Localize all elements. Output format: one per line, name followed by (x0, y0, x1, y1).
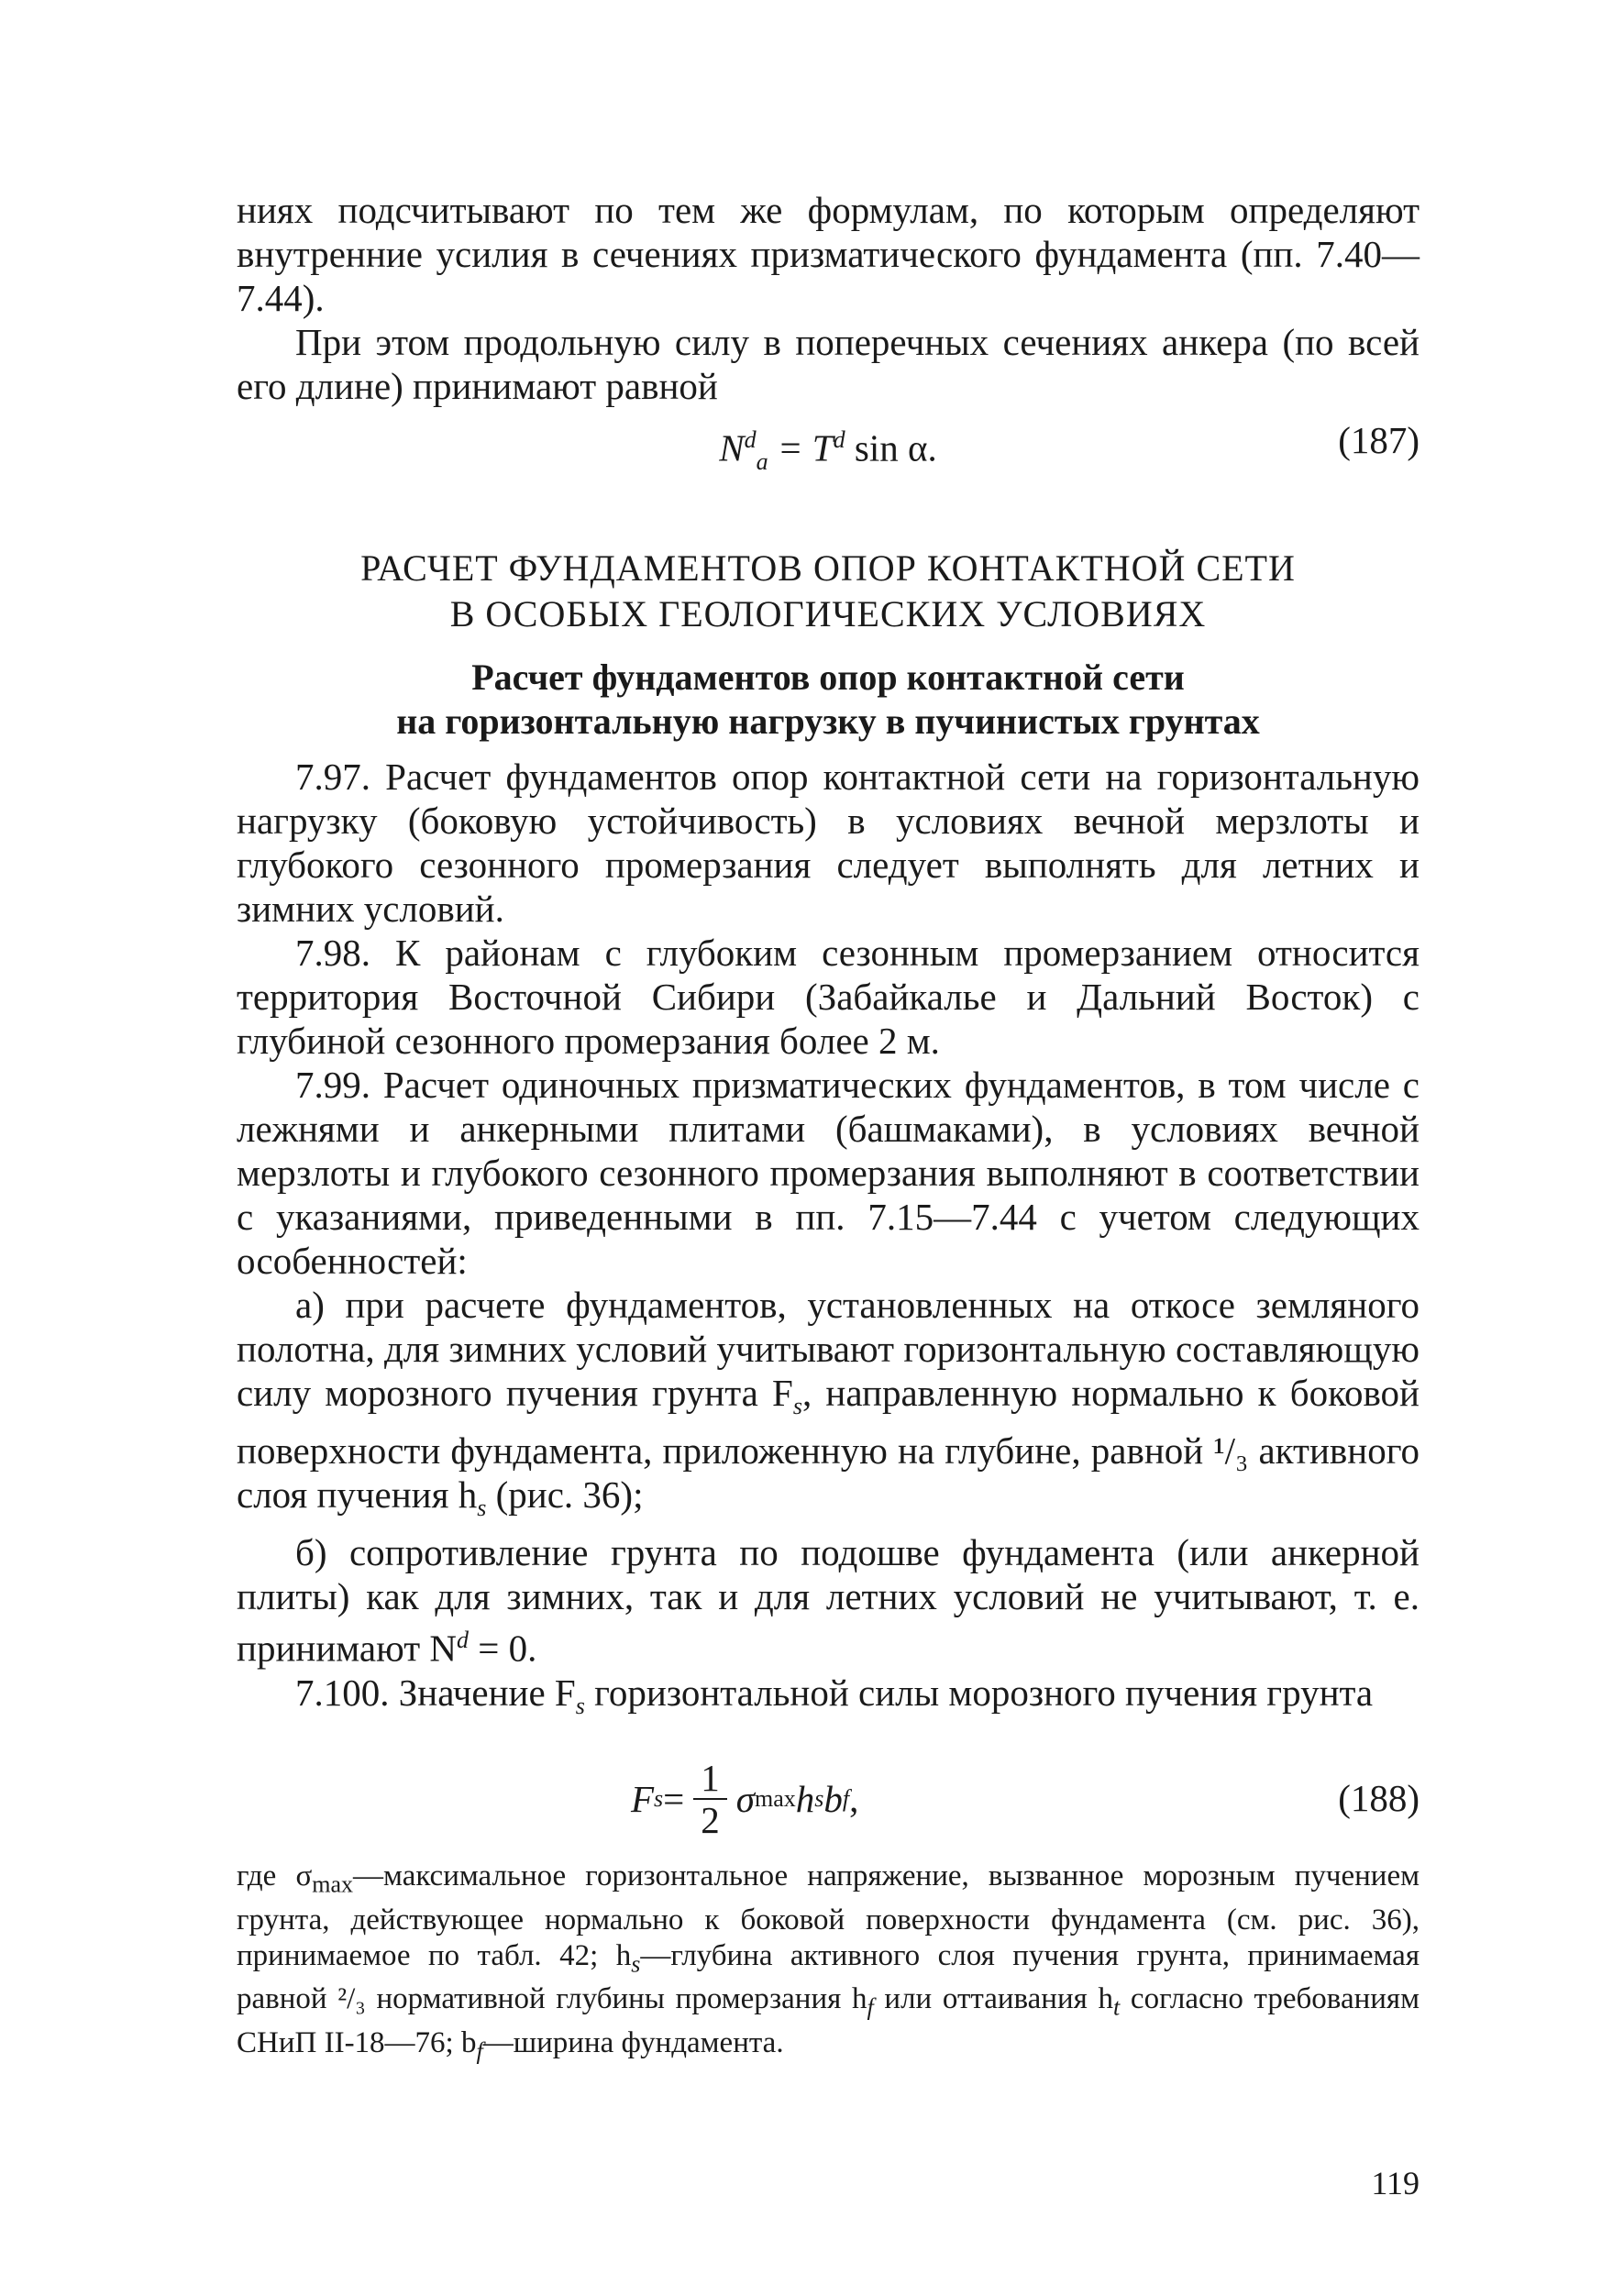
formula-subscript: s (814, 1785, 824, 1813)
subsection-title-line: Расчет фундаментов опор контактной сети (471, 657, 1185, 698)
text-run: или оттаивания h (873, 1982, 1113, 2016)
intro-paragraph-2: При этом продольную силу в поперечных сечениях анкера (по всей его длине) принимают равной (237, 321, 1420, 407)
subscript: max (312, 1870, 354, 1898)
subscript: s (792, 1393, 802, 1420)
subscript: f (867, 1994, 874, 2021)
page-content (237, 188, 1420, 2069)
subscript: s (631, 1950, 641, 1978)
paragraph-7-99: 7.99. Расчет одиночных призматических фундаментов, в том числе с лежнями и анкерными плитами (башмаками), в условиях вечной мерзлоты и глубокого сезонного промерзания выполняют в соответствии с указаниями, приведенными в пп. 7.15—7.44 с учетом следующих особенностей: (237, 1064, 1420, 1282)
formula-187-number: (187) (1338, 419, 1420, 461)
text-run: а) при расчете фундаментов, установленных на откосе земляного полотна, для зимних условий учитывают горизонтальную составляющую силу морозного пучения грунта F (237, 1284, 1420, 1414)
formula-188-expression (631, 1758, 858, 1840)
formula-188 (237, 1739, 1420, 1840)
text-run: нормативной глубины промерзания h (365, 1982, 867, 2016)
text-run: б) сопротивление грунта по подошве фундамента (или анкерной плиты) как для зимних, так и для летних условий не учитывают, т. е. принимают N (237, 1531, 1420, 1671)
formula-superscript: d (744, 426, 757, 453)
formula-symbol: σ (735, 1778, 756, 1821)
formula-symbol: = T (768, 426, 834, 469)
superscript: d (457, 1627, 469, 1654)
formula-187 (237, 408, 1420, 475)
text-run: согласно требованиям СНиП II-18—76; b (237, 1982, 1420, 2059)
formula-symbol: h (795, 1778, 815, 1821)
text-run: где σ (237, 1859, 313, 1893)
formula-symbol: b (823, 1778, 843, 1821)
text-run: = 0. (469, 1627, 537, 1671)
subscript: s (575, 1693, 585, 1720)
text-run: 7.100. Значение F (295, 1672, 576, 1715)
text-run: —максимальное горизонтальное напряжение, вызванное морозным пучением грунта, действующее нормально к боковой поверхности фундамента (см. рис. 36), принимаемое по табл. 42; h (237, 1859, 1420, 1972)
fraction: ¹/₃ (1213, 1429, 1249, 1473)
formula-symbol: , (849, 1778, 859, 1821)
fraction (693, 1758, 727, 1840)
subscript: t (1113, 1994, 1121, 2021)
paragraph-7-97: 7.97. Расчет фундаментов опор контактной сети на горизонтальную нагрузку (боковую устойчивость) в условиях вечной мерзлоты и глубокого сезонного промерзания следует выполнять для летних и зимних условий. (237, 756, 1420, 930)
section-title-line: РАСЧЕТ ФУНДАМЕНТОВ ОПОР КОНТАКТНОЙ СЕТИ (360, 547, 1296, 589)
formula-explanation-note (237, 1859, 1420, 2069)
fraction: ²/₃ (337, 1982, 366, 2016)
formula-symbol: F (631, 1778, 655, 1821)
text-run: (рис. 36); (486, 1473, 644, 1517)
page-number: 119 (1371, 2165, 1420, 2201)
intro-paragraph-1: ниях подсчитывают по тем же формулам, по которым определяют внутренние усилия в сечениях призматического фундамента (пп. 7.40—7.44). (237, 189, 1420, 319)
subscript: f (476, 2037, 483, 2065)
text-run: горизонтальной силы морозного пучения грунта (584, 1672, 1374, 1715)
text-run: —ширина фундамента. (482, 2026, 784, 2059)
fraction-denominator: 2 (701, 1799, 720, 1842)
formula-187-expression (237, 408, 1420, 494)
formula-symbol: sin α. (845, 426, 937, 469)
fraction-numerator: 1 (693, 1758, 727, 1800)
subscript: s (477, 1495, 487, 1522)
paragraph-7-98: 7.98. К районам с глубоким сезонным промерзанием относится территория Восточной Сибири (Забайкалье и Дальний Восток) с глубиной сезонного промерзания более 2 м. (237, 932, 1420, 1062)
text-run: —глубина активного слоя пучения грунта, принимаемая равной (237, 1938, 1420, 2016)
subsection-title-line: на горизонтальную нагрузку в пучинистых грунтах (396, 701, 1260, 742)
formula-subscript: f (842, 1785, 850, 1813)
subsection-title (237, 656, 1420, 744)
formula-188-number: (188) (1338, 1777, 1420, 1820)
paragraph-item-a (237, 1283, 1420, 1530)
section-title-line: В ОСОБЫХ ГЕОЛОГИЧЕСКИХ УСЛОВИЯХ (449, 593, 1207, 634)
formula-symbol: = (663, 1778, 685, 1821)
text-run: , направленную нормально к боковой поверхности фундамента, приложенную на глубине, равной (237, 1372, 1420, 1473)
text-run: активного слоя пучения h (237, 1429, 1420, 1517)
formula-subscript: a (756, 447, 768, 475)
formula-subscript: max (755, 1785, 796, 1813)
paragraph-7-100 (237, 1671, 1420, 1728)
section-title (237, 546, 1420, 637)
formula-subscript: s (654, 1785, 664, 1813)
formula-symbol: N (719, 426, 745, 469)
paragraph-item-b (237, 1530, 1420, 1671)
formula-superscript: d (833, 426, 845, 453)
